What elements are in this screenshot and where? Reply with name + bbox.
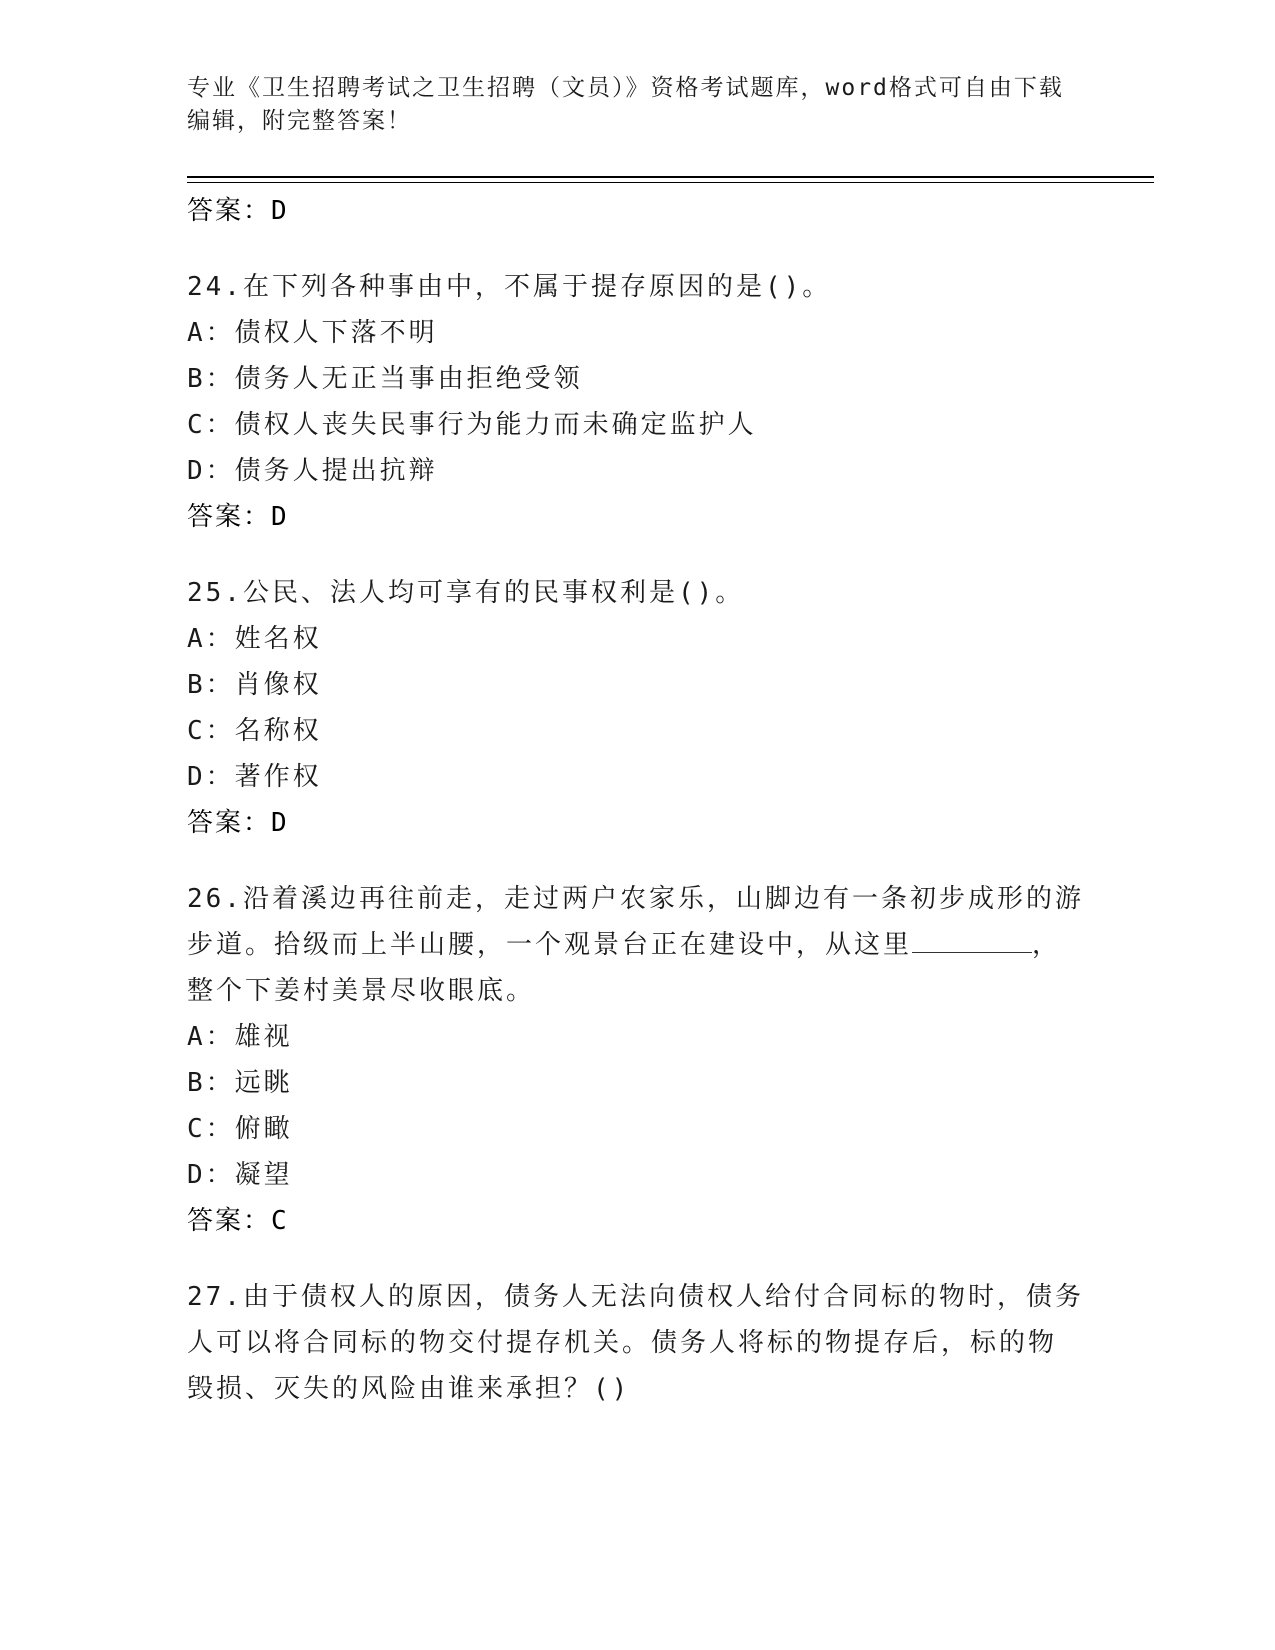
option-a: A：姓名权 bbox=[187, 624, 322, 654]
question-stem: 25.公民、法人均可享有的民事权利是()。 bbox=[187, 578, 745, 608]
stem-text-before-blank: 步道。拾级而上半山腰，一个观景台正在建设中，从这里 bbox=[187, 930, 913, 960]
option-d: D：凝望 bbox=[187, 1160, 293, 1190]
option-b: B：远眺 bbox=[187, 1068, 293, 1098]
answer-value: D bbox=[271, 808, 289, 838]
answer-label: 答案： bbox=[187, 808, 272, 838]
option-d: D：著作权 bbox=[187, 762, 322, 792]
document-header: 专业《卫生招聘考试之卫生招聘（文员）》资格考试题库，word格式可自由下载编辑，附完整答案！ bbox=[187, 75, 1064, 134]
question-24 bbox=[187, 264, 1087, 540]
option-b: B：债务人无正当事由拒绝受领 bbox=[187, 364, 583, 394]
answer-value: D bbox=[271, 502, 289, 532]
question-25 bbox=[187, 570, 1087, 846]
question-27 bbox=[187, 1274, 1087, 1412]
answer-line bbox=[187, 494, 1087, 540]
answer-line bbox=[187, 800, 1087, 846]
option-b: B：肖像权 bbox=[187, 670, 322, 700]
answer-label: 答案： bbox=[187, 1206, 272, 1236]
question-stem: 24.在下列各种事由中，不属于提存原因的是()。 bbox=[187, 272, 832, 302]
answer-value: C bbox=[271, 1206, 289, 1236]
question-stem-line-1: 26.沿着溪边再往前走，走过两户农家乐，山脚边有一条初步成形的游 bbox=[187, 884, 1084, 914]
question-stem-line-2 bbox=[187, 922, 1087, 968]
option-c: C：名称权 bbox=[187, 716, 322, 746]
option-d: D：债务人提出抗辩 bbox=[187, 456, 438, 486]
answer-label: 答案： bbox=[187, 196, 272, 226]
question-list bbox=[187, 188, 1087, 1412]
fill-in-blank bbox=[912, 924, 1032, 953]
header-rule-thick bbox=[187, 176, 1154, 178]
question-26 bbox=[187, 876, 1087, 1244]
option-c: C：俯瞰 bbox=[187, 1114, 293, 1144]
stem-text-after-blank: ， bbox=[1032, 930, 1062, 960]
answer-line bbox=[187, 1198, 1087, 1244]
question-stem-line-3: 毁损、灭失的风险由谁来承担？() bbox=[187, 1374, 631, 1404]
answer-value: D bbox=[271, 196, 289, 226]
question-stem-line-1: 27.由于债权人的原因，债务人无法向债权人给付合同标的物时，债务 bbox=[187, 1282, 1084, 1312]
answer-line bbox=[187, 188, 1087, 234]
question-stem-line-2: 人可以将合同标的物交付提存机关。债务人将标的物提存后，标的物 bbox=[187, 1328, 1058, 1358]
question-stem-line-3: 整个下姜村美景尽收眼底。 bbox=[187, 976, 536, 1006]
option-a: A：债权人下落不明 bbox=[187, 318, 438, 348]
answer-label: 答案： bbox=[187, 502, 272, 532]
option-c: C：债权人丧失民事行为能力而未确定监护人 bbox=[187, 410, 757, 440]
header-rule-thin bbox=[187, 182, 1154, 183]
option-a: A：雄视 bbox=[187, 1022, 293, 1052]
